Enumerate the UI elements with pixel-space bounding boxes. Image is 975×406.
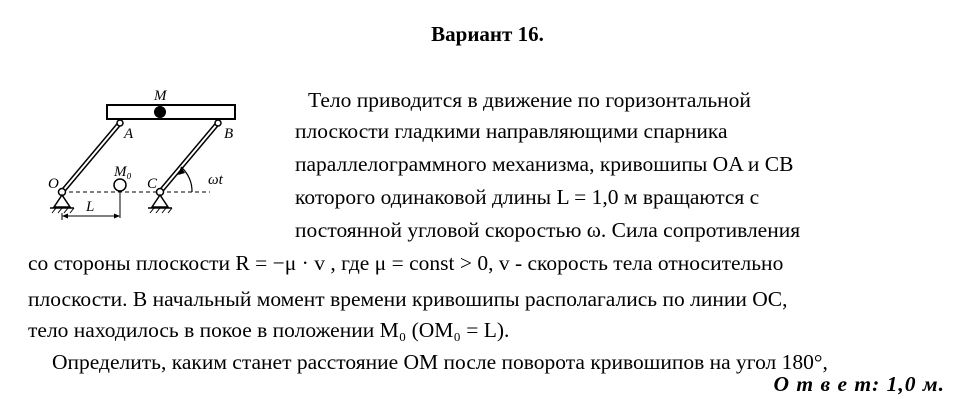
mechanism-figure: [30, 80, 280, 230]
label-o: O: [48, 176, 59, 192]
text-line-3: параллелограммного механизма, кривошипы OA и CB: [295, 152, 794, 176]
text-line-9: Определить, каким станет расстояние OM после поворота кривошипов на угол 180°,: [52, 350, 828, 374]
label-b: B: [224, 126, 234, 142]
text-line-8: тело находилось в покое в положении M₀ (OM₀ = L).: [28, 318, 510, 342]
answer: О т в е т: 1,0 м.: [773, 372, 945, 396]
text-line-7: плоскости. В начальный момент времени кривошипы располагались по линии OC,: [28, 287, 788, 311]
label-omega-t: ωt: [208, 172, 223, 188]
label-l: L: [86, 199, 95, 215]
point-m0: [114, 179, 126, 191]
body-m-dot: [154, 106, 166, 118]
label-m0: M₀: [114, 164, 132, 180]
label-c: C: [147, 176, 158, 192]
label-a: A: [124, 126, 134, 142]
text-line-4: которого одинаковой длины L = 1,0 м вращаются с: [295, 185, 760, 209]
text-line-5: постоянной угловой скоростью ω. Сила сопротивления: [295, 218, 801, 242]
label-m: M: [154, 88, 167, 104]
variant-title: Вариант 16.: [431, 22, 544, 46]
platform-bar: [107, 105, 235, 119]
text-line-6: со стороны плоскости R = −μ · v , где μ = const > 0, v - скорость тела относительно: [28, 251, 784, 275]
text-line-1: Тело приводится в движение по горизонтальной: [308, 88, 751, 112]
text-line-2: плоскости гладкими направляющими спарника: [295, 119, 728, 143]
